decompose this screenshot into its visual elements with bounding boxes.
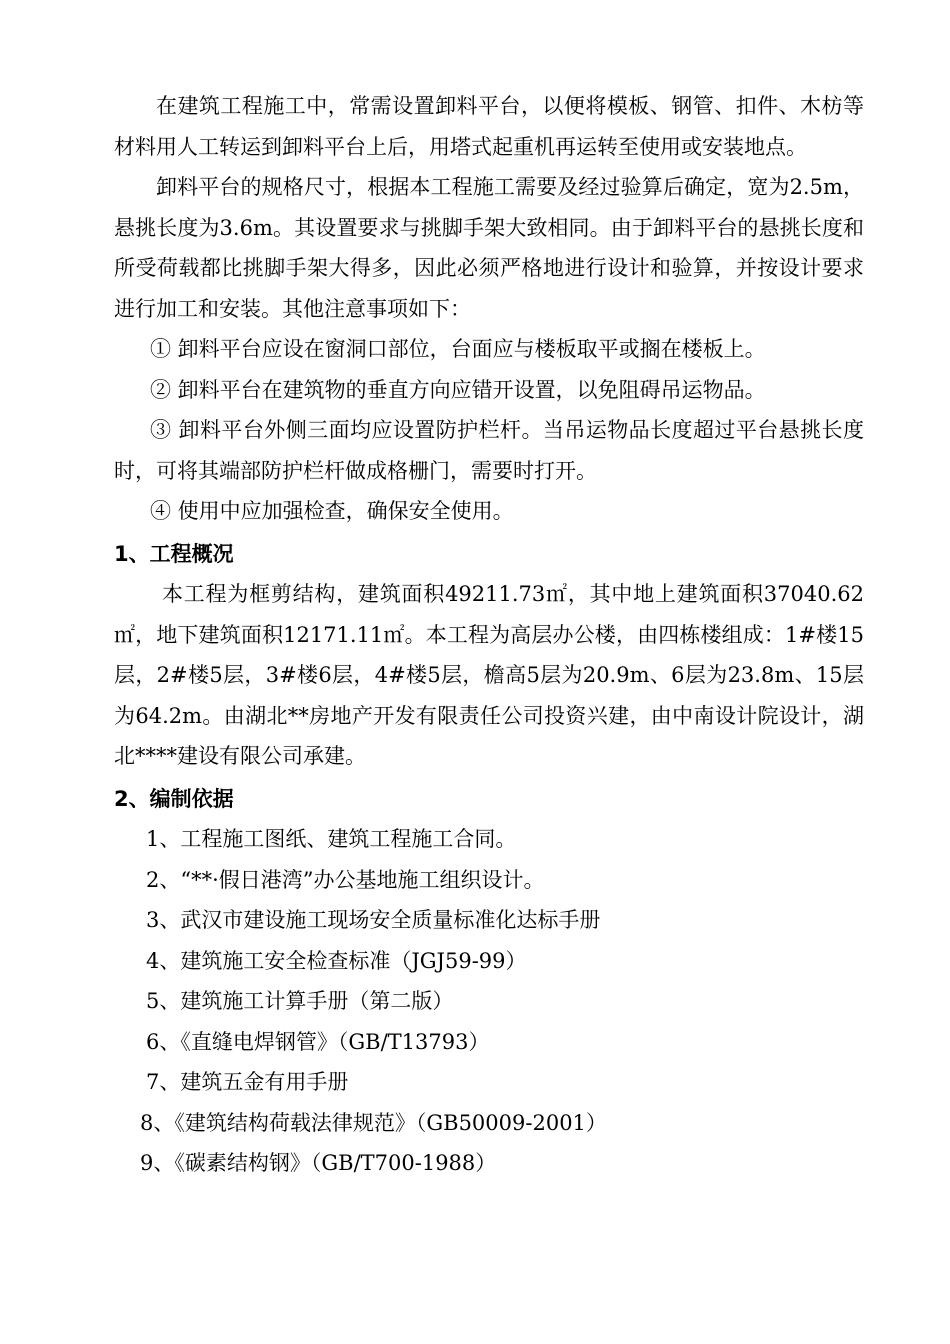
basis-item-3: 3、武汉市建设施工现场安全质量标准化达标手册 [146, 908, 601, 932]
basis-item-9: 9、《碳素结构钢》（GB/T700-1988） [140, 1151, 497, 1175]
section-heading-overview: 1、工程概况 [114, 541, 234, 566]
intro-paragraph-1: 在建筑工程施工中，常需设置卸料平台，以便将模板、钢管、扣件、木枋等材料用人工转运到卸料平台上后，用塔式起重机再运转至使用或安装地点。 [114, 94, 864, 159]
basis-item-6: 6、《直缝电焊钢管》（GB/T13793） [146, 1029, 490, 1054]
document-body [114, 86, 864, 1184]
basis-item-7: 7、建筑五金有用手册 [146, 1070, 349, 1094]
note-item-4: ④ 使用中应加强检查，确保安全使用。 [150, 499, 514, 523]
note-item-3: ③ 卸料平台外侧三面均应设置防护栏杆。当吊运物品长度超过平台悬挑长度时，可将其端部防护栏杆做成格栅门，需要时打开。 [114, 418, 864, 483]
overview-paragraph: 本工程为框剪结构，建筑面积49211.73㎡，其中地上建筑面积37040.62㎡，地下建筑面积12171.11㎡。本工程为高层办公楼，由四栋楼组成：1#楼15层，2#楼5层，3#楼6层，4#楼5层，檐高5层为20.9m、6层为23.8m、15层为64.2m。由湖北**房地产开发有限责任公司投资兴建，由中南设计院设计，湖北****建设有限公司承建。 [114, 582, 864, 768]
section-heading-basis: 2、编制依据 [114, 786, 234, 811]
note-item-1: ① 卸料平台应设在窗洞口部位，台面应与楼板取平或搁在楼板上。 [150, 337, 766, 361]
note-item-2: ② 卸料平台在建筑物的垂直方向应错开设置，以免阻碍吊运物品。 [150, 377, 766, 402]
intro-paragraph-2: 卸料平台的规格尺寸，根据本工程施工需要及经过验算后确定，宽为2.5m，悬挑长度为3.6m。其设置要求与挑脚手架大致相同。由于卸料平台的悬挑长度和所受荷载都比挑脚手架大得多，因此必须严格地进行设计和验算，并按设计要求进行加工和安装。其他注意事项如下： [114, 175, 864, 321]
basis-item-4: 4、建筑施工安全检查标准（JGJ59-99） [146, 948, 527, 973]
basis-item-2: 2、“**·假日港湾”办公基地施工组织设计。 [146, 867, 545, 892]
basis-item-8: 8、《建筑结构荷载法律规范》（GB50009-2001） [140, 1110, 607, 1135]
basis-item-5: 5、建筑施工计算手册（第二版） [146, 989, 454, 1013]
basis-item-1: 1、工程施工图纸、建筑工程施工合同。 [146, 827, 517, 851]
